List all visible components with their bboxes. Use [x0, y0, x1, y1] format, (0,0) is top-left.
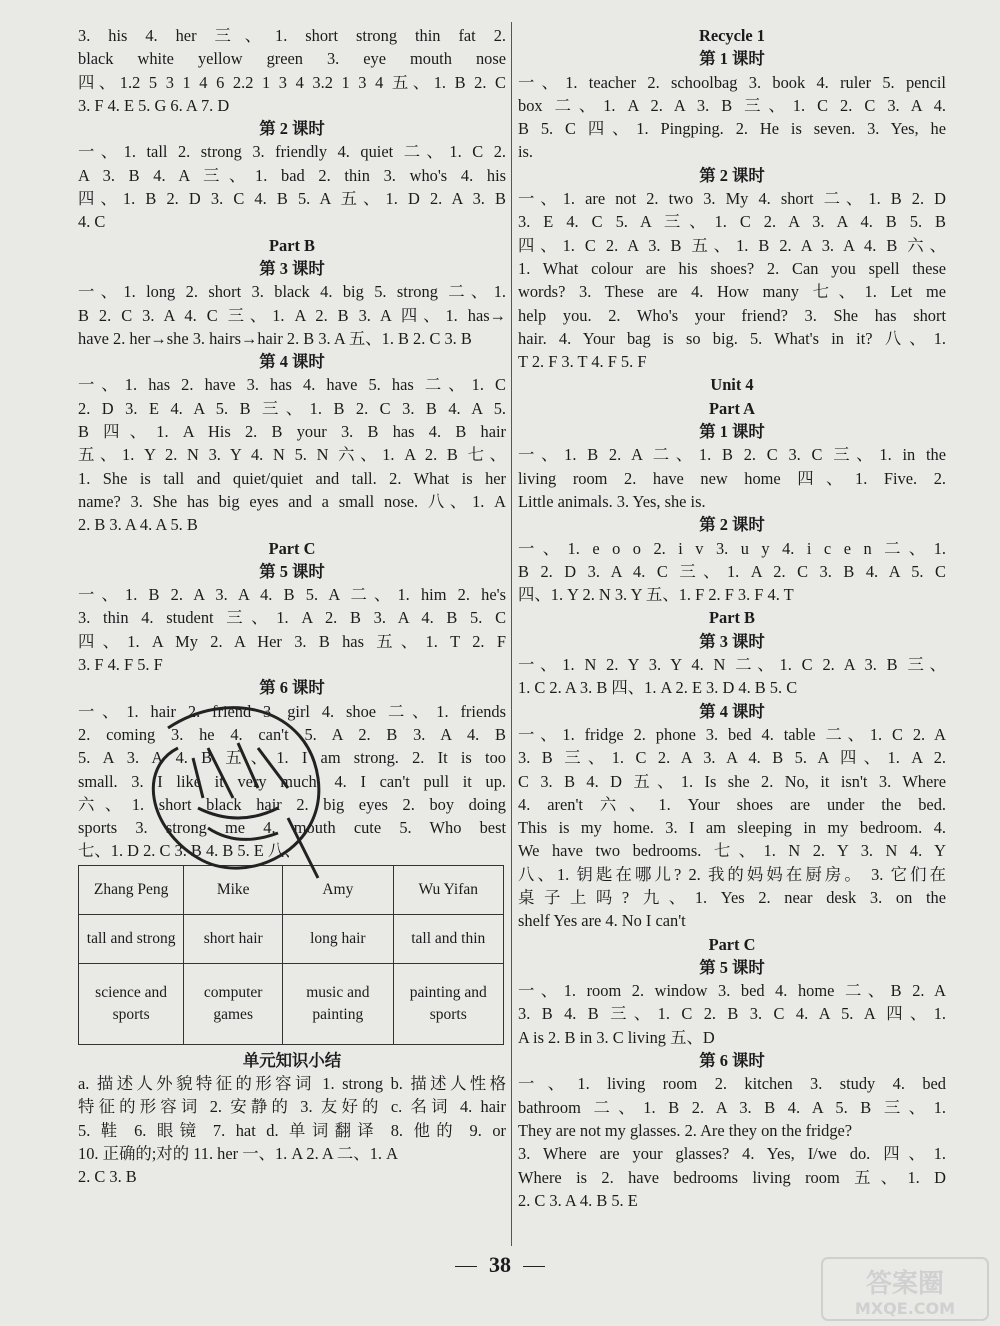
- answer-line: 3. B 4. B 三、1. C 2. B 3. C 4. A 5. A 四、1.: [518, 1004, 946, 1024]
- section-heading: 第 4 课时: [699, 701, 765, 721]
- answer-line: 3. F 4. F 5. F: [78, 655, 163, 675]
- answer-line: 4. aren't 六、1. Your shoes are under the bed.: [518, 794, 946, 814]
- answer-line: 2. D 3. E 4. A 5. B 三、1. B 2. C 3. B 4. A 5.: [78, 398, 506, 418]
- answer-line: 3. F 4. E 5. G 6. A 7. D: [78, 95, 230, 115]
- answer-line: have 2. her→she 3. hairs→hair 2. B 3. A 五、1. B 2. C 3. B: [78, 328, 472, 348]
- answer-line: 一、1. B 2. A 3. A 4. B 5. A 二、1. him 2. he's: [78, 585, 506, 605]
- table-cell: Zhang Peng: [79, 865, 184, 914]
- section-heading: Part A: [709, 398, 755, 418]
- answer-line: B 2. C 3. A 4. C 三、1. A 2. B 3. A 四、1. has→: [78, 305, 506, 325]
- section-heading: 第 4 课时: [259, 352, 325, 372]
- answer-line: 一、1. e o o 2. i v 3. u y 4. i c e n 二、1.: [518, 538, 946, 558]
- section-heading: 第 2 课时: [259, 119, 325, 139]
- answer-line: 2. C 3. B: [78, 1167, 137, 1187]
- table-cell: tall and strong: [79, 914, 184, 963]
- table-cell: short hair: [184, 914, 283, 963]
- section-heading: 第 6 课时: [699, 1051, 765, 1071]
- answer-line: help you. 2. Who's your friend? 3. She has short: [518, 305, 946, 325]
- answer-line: 四、1.2 5 3 1 4 6 2.2 1 3 4 3.2 1 3 4 五、1. B 2. C: [78, 72, 506, 92]
- answer-line: 3. B 三、1. C 2. A 3. A 4. B 5. A 四、1. A 2.: [518, 748, 946, 768]
- section-heading: 第 2 课时: [699, 515, 765, 535]
- answer-line: They are not my glasses. 2. Are they on the fridge?: [518, 1120, 853, 1140]
- section-heading: 第 1 课时: [699, 422, 765, 442]
- table-cell: computer games: [184, 963, 283, 1044]
- section-heading: Unit 4: [710, 375, 754, 395]
- section-heading: 第 3 课时: [259, 258, 325, 278]
- answer-line: 3. E 4. C 5. A 三、1. C 2. A 3. A 4. B 5. B: [518, 212, 946, 232]
- answer-line: B 四、1. A His 2. B your 3. B has 4. B hair: [78, 422, 506, 442]
- answer-line: 5. 鞋 6. 眼镜 7. hat d. 单词翻译 8. 他的 9. or: [78, 1120, 506, 1140]
- section-heading: 第 6 课时: [259, 678, 325, 698]
- answer-line: hair. 4. Your bag is so big. 5. What's in it? 八、1.: [518, 328, 946, 348]
- answer-line: words? 3. These are 4. How many 七、1. Let me: [518, 282, 946, 302]
- answer-column-right: [518, 24, 946, 1212]
- answer-line: 一、1. long 2. short 3. black 4. big 5. strong 二、1.: [78, 282, 506, 302]
- answer-line: This is my home. 3. I am sleeping in my bedroom. 4.: [518, 818, 946, 838]
- table-row: [79, 914, 504, 963]
- answer-line: 一、1. B 2. A 二、1. B 2. C 3. C 三、1. in the: [518, 445, 946, 465]
- answer-line: sports 3. strong me 4. mouth cute 5. Who best: [78, 818, 506, 838]
- answer-line: 五、1. Y 2. N 3. Y 4. N 5. N 六、1. A 2. B 七、: [78, 445, 506, 465]
- answer-line: B 5. C 四、1. Pingping. 2. He is seven. 3. Yes, he: [518, 119, 946, 139]
- answer-line: T 2. F 3. T 4. F 5. F: [518, 352, 647, 372]
- answer-line: 一、1. room 2. window 3. bed 4. home 二、B 2. A: [518, 981, 946, 1001]
- answer-line: We have two bedrooms. 七、1. N 2. Y 3. N 4. Y: [518, 841, 946, 861]
- answer-line: is.: [518, 142, 534, 162]
- table-cell: Mike: [184, 865, 283, 914]
- section-heading: 第 1 课时: [699, 49, 765, 69]
- answer-line: 一、1. are not 2. two 3. My 4. short 二、1. B 2. D: [518, 189, 946, 209]
- answer-line: 5. A 3. A 4. B 五、1. I am strong. 2. It is too: [78, 748, 506, 768]
- answer-line: 一、1. living room 2. kitchen 3. study 4. bed: [518, 1074, 946, 1094]
- answer-line: 3. thin 4. student 三、1. A 2. B 3. A 4. B 5. C: [78, 608, 506, 628]
- table-cell: Wu Yifan: [393, 865, 503, 914]
- section-heading: 第 5 课时: [699, 957, 765, 977]
- answer-line: 四、1. A My 2. A Her 3. B has 五、1. T 2. F: [78, 631, 506, 651]
- table-cell: science and sports: [79, 963, 184, 1044]
- answer-line: 1. C 2. A 3. B 四、1. A 2. E 3. D 4. B 5. C: [518, 678, 798, 698]
- section-heading: Part B: [269, 235, 315, 255]
- section-heading: 第 3 课时: [699, 631, 765, 651]
- answer-line: 一、1. N 2. Y 3. Y 4. N 二、1. C 2. A 3. B 三、: [518, 655, 946, 675]
- table-cell: Amy: [283, 865, 393, 914]
- table-cell: tall and thin: [393, 914, 503, 963]
- answer-line: 3. Where are your glasses? 4. Yes, I/we do. 四、1.: [518, 1144, 946, 1164]
- answer-line: 七、1. D 2. C 3. B 4. B 5. E 八、: [78, 841, 301, 861]
- answer-line: black white yellow green 3. eye mouth nose: [78, 49, 506, 69]
- answer-line: 2. B 3. A 4. A 5. B: [78, 515, 198, 535]
- answer-line: bathroom 二、1. B 2. A 3. B 4. A 5. B 三、1.: [518, 1097, 946, 1117]
- answer-line: 四、1. B 2. D 3. C 4. B 5. A 五、1. D 2. A 3. B: [78, 189, 506, 209]
- answer-line: 1. She is tall and quiet/quiet and tall. 2. What is her: [78, 468, 506, 488]
- answer-line: 一、1. teacher 2. schoolbag 3. book 4. ruler 5. pencil: [518, 72, 946, 92]
- answer-line: 桌子上吗? 九、1. Yes 2. near desk 3. on the: [518, 887, 946, 907]
- answer-line: B 2. D 3. A 4. C 三、1. A 2. C 3. B 4. A 5. C: [518, 561, 946, 581]
- table-cell: painting and sports: [393, 963, 503, 1044]
- answer-line: 10. 正确的;对的 11. her 一、1. A 2. A 二、1. A: [78, 1143, 398, 1163]
- section-heading: 第 5 课时: [259, 561, 325, 581]
- answer-line: 2. C 3. A 4. B 5. E: [518, 1190, 638, 1210]
- answer-line: box 二、1. A 2. A 3. B 三、1. C 2. C 3. A 4.: [518, 95, 946, 115]
- answer-line: shelf Yes are 4. No I can't: [518, 911, 686, 931]
- section-heading: Recycle 1: [699, 26, 765, 45]
- answer-line: 4. C: [78, 212, 106, 232]
- svg-text:MXQE.COM: MXQE.COM: [854, 1299, 956, 1318]
- page-number: 38: [0, 1252, 1000, 1278]
- answer-line: Where is 2. have bedrooms living room 五、1. D: [518, 1167, 946, 1187]
- answer-line: 六、1. short black hair 2. big eyes 2. boy doing: [78, 794, 506, 814]
- answer-line: 八、1. 钥匙在哪儿? 2. 我的妈妈在厨房。 3. 它们在: [518, 864, 946, 884]
- answer-line: 3. his 4. her 三、1. short strong thin fat 2.: [78, 26, 506, 45]
- table-cell: long hair: [283, 914, 393, 963]
- section-heading: 第 2 课时: [699, 165, 765, 185]
- table-cell: music and painting: [283, 963, 393, 1044]
- summary-table: [78, 865, 504, 1045]
- answer-line: C 3. B 4. D 五、1. Is she 2. No, it isn't 3. Where: [518, 771, 946, 791]
- section-heading: 单元知识小结: [242, 1050, 342, 1070]
- table-row: [79, 963, 504, 1044]
- answer-line: A is 2. B in 3. C living 五、D: [518, 1027, 715, 1047]
- answer-line: a. 描述人外貌特征的形容词 1. strong b. 描述人性格: [78, 1073, 506, 1093]
- answer-line: 一、1. tall 2. strong 3. friendly 4. quiet 二、1. C 2.: [78, 142, 506, 162]
- answer-line: 一、1. has 2. have 3. has 4. have 5. has 二、1. C: [78, 375, 506, 395]
- answer-column-left: [78, 24, 506, 1188]
- answer-line: 四、1. Y 2. N 3. Y 五、1. F 2. F 3. F 4. T: [518, 585, 794, 605]
- svg-text:答案圈: 答案圈: [865, 1269, 945, 1299]
- answer-line: 2. coming 3. he 4. can't 5. A 2. B 3. A 4. B: [78, 724, 506, 744]
- answer-line: A 3. B 4. A 三、1. bad 2. thin 3. who's 4. his: [78, 165, 506, 185]
- answer-line: living room 2. have new home 四、1. Five. 2.: [518, 468, 946, 488]
- section-heading: Part C: [268, 538, 316, 558]
- answer-line: 一、1. hair 2. friend 3. girl 4. shoe 二、1. friends: [78, 701, 506, 721]
- section-heading: Part C: [708, 934, 756, 954]
- answer-line: 四、1. C 2. A 3. B 五、1. B 2. A 3. A 4. B 六、: [518, 235, 946, 255]
- answer-line: Little animals. 3. Yes, she is.: [518, 491, 706, 511]
- answer-line: 特征的形容词 2. 安静的 3. 友好的 c. 名词 4. hair: [78, 1097, 506, 1117]
- column-divider: [511, 22, 512, 1246]
- answer-line: 一、1. fridge 2. phone 3. bed 4. table 二、1. C 2. A: [518, 724, 946, 744]
- answer-line: small. 3. I like it very much. 4. I can't pull it up.: [78, 771, 506, 791]
- answer-line: name? 3. She has big eyes and a small nose. 八、1. A: [78, 491, 506, 511]
- section-heading: Part B: [709, 608, 755, 628]
- answer-line: 1. What colour are his shoes? 2. Can you spell these: [518, 258, 946, 278]
- table-row: [79, 865, 504, 914]
